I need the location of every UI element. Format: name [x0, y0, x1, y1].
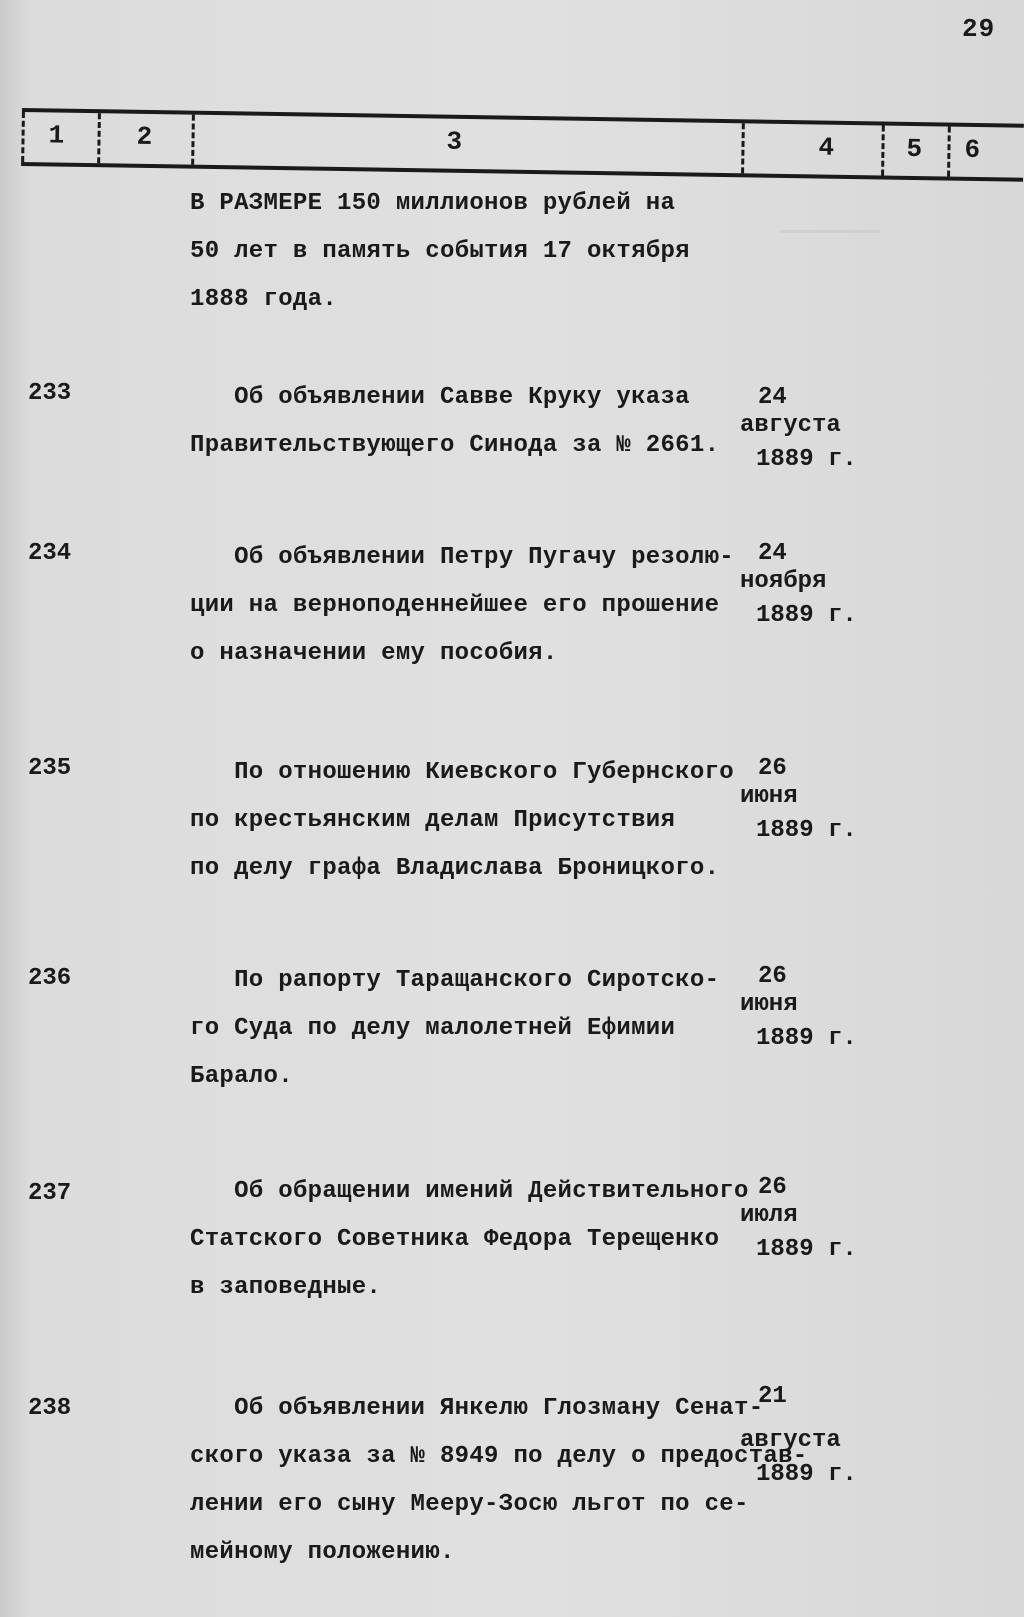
entry-description: По отношению Киевского Губернского по крестьянским делам Присутствия по делу графа Владислава Броницкого. — [190, 759, 734, 882]
entry-number: 238 — [28, 1395, 72, 1422]
entry-description: По рапорту Таращанского Сиротско- го Суда по делу малолетней Ефимии Барало. — [190, 967, 720, 1090]
entry-description: Об объявлении Янкелю Глозману Сенат- ского указа за № 8949 по делу о предостав- лении его сыну Мееру-Зосю льгот по се- мейному положению. — [190, 1395, 808, 1566]
page-number: 29 — [962, 14, 996, 44]
entry-description: Об обращении имений Действительного Статского Советника Федора Терещенко в заповедные. — [190, 1178, 749, 1301]
entry-date: 24 августа 1889 г. — [740, 384, 857, 473]
column-header-4: 4 — [741, 123, 885, 175]
entry-number: 236 — [28, 965, 72, 992]
entry-date: 26 июня 1889 г. — [740, 755, 857, 844]
entry-number: 234 — [28, 540, 72, 567]
entry-number: 233 — [28, 380, 72, 407]
column-header-6: 6 — [947, 127, 1024, 178]
entry-description: Об объявлении Савве Круку указа Правительствующего Синода за № 2661. — [190, 384, 720, 459]
entry-date: 26 июля 1889 г. — [740, 1174, 857, 1263]
intro-text: В РАЗМЕРЕ 150 миллионов рублей на 50 лет в память события 17 октября 1888 года. — [190, 190, 690, 313]
entry-description: Об объявлении Петру Пугачу резолю- ции на верноподеннейшее его прошение о назначении ему пособия. — [190, 544, 734, 667]
entry-date: 24 ноября 1889 г. — [740, 540, 857, 629]
entry-date: 26 июня 1889 г. — [740, 963, 857, 1052]
entry-number: 237 — [28, 1180, 72, 1207]
entry-date: 21 августа 1889 г. — [740, 1383, 857, 1488]
column-header-3: 3 — [191, 115, 745, 174]
entry-number: 235 — [28, 755, 72, 782]
column-header-2: 2 — [97, 113, 195, 165]
column-header-row — [21, 108, 1024, 182]
column-header-5: 5 — [881, 126, 951, 177]
column-header-1: 1 — [21, 112, 101, 163]
bleed-through-decoration — [780, 230, 880, 293]
